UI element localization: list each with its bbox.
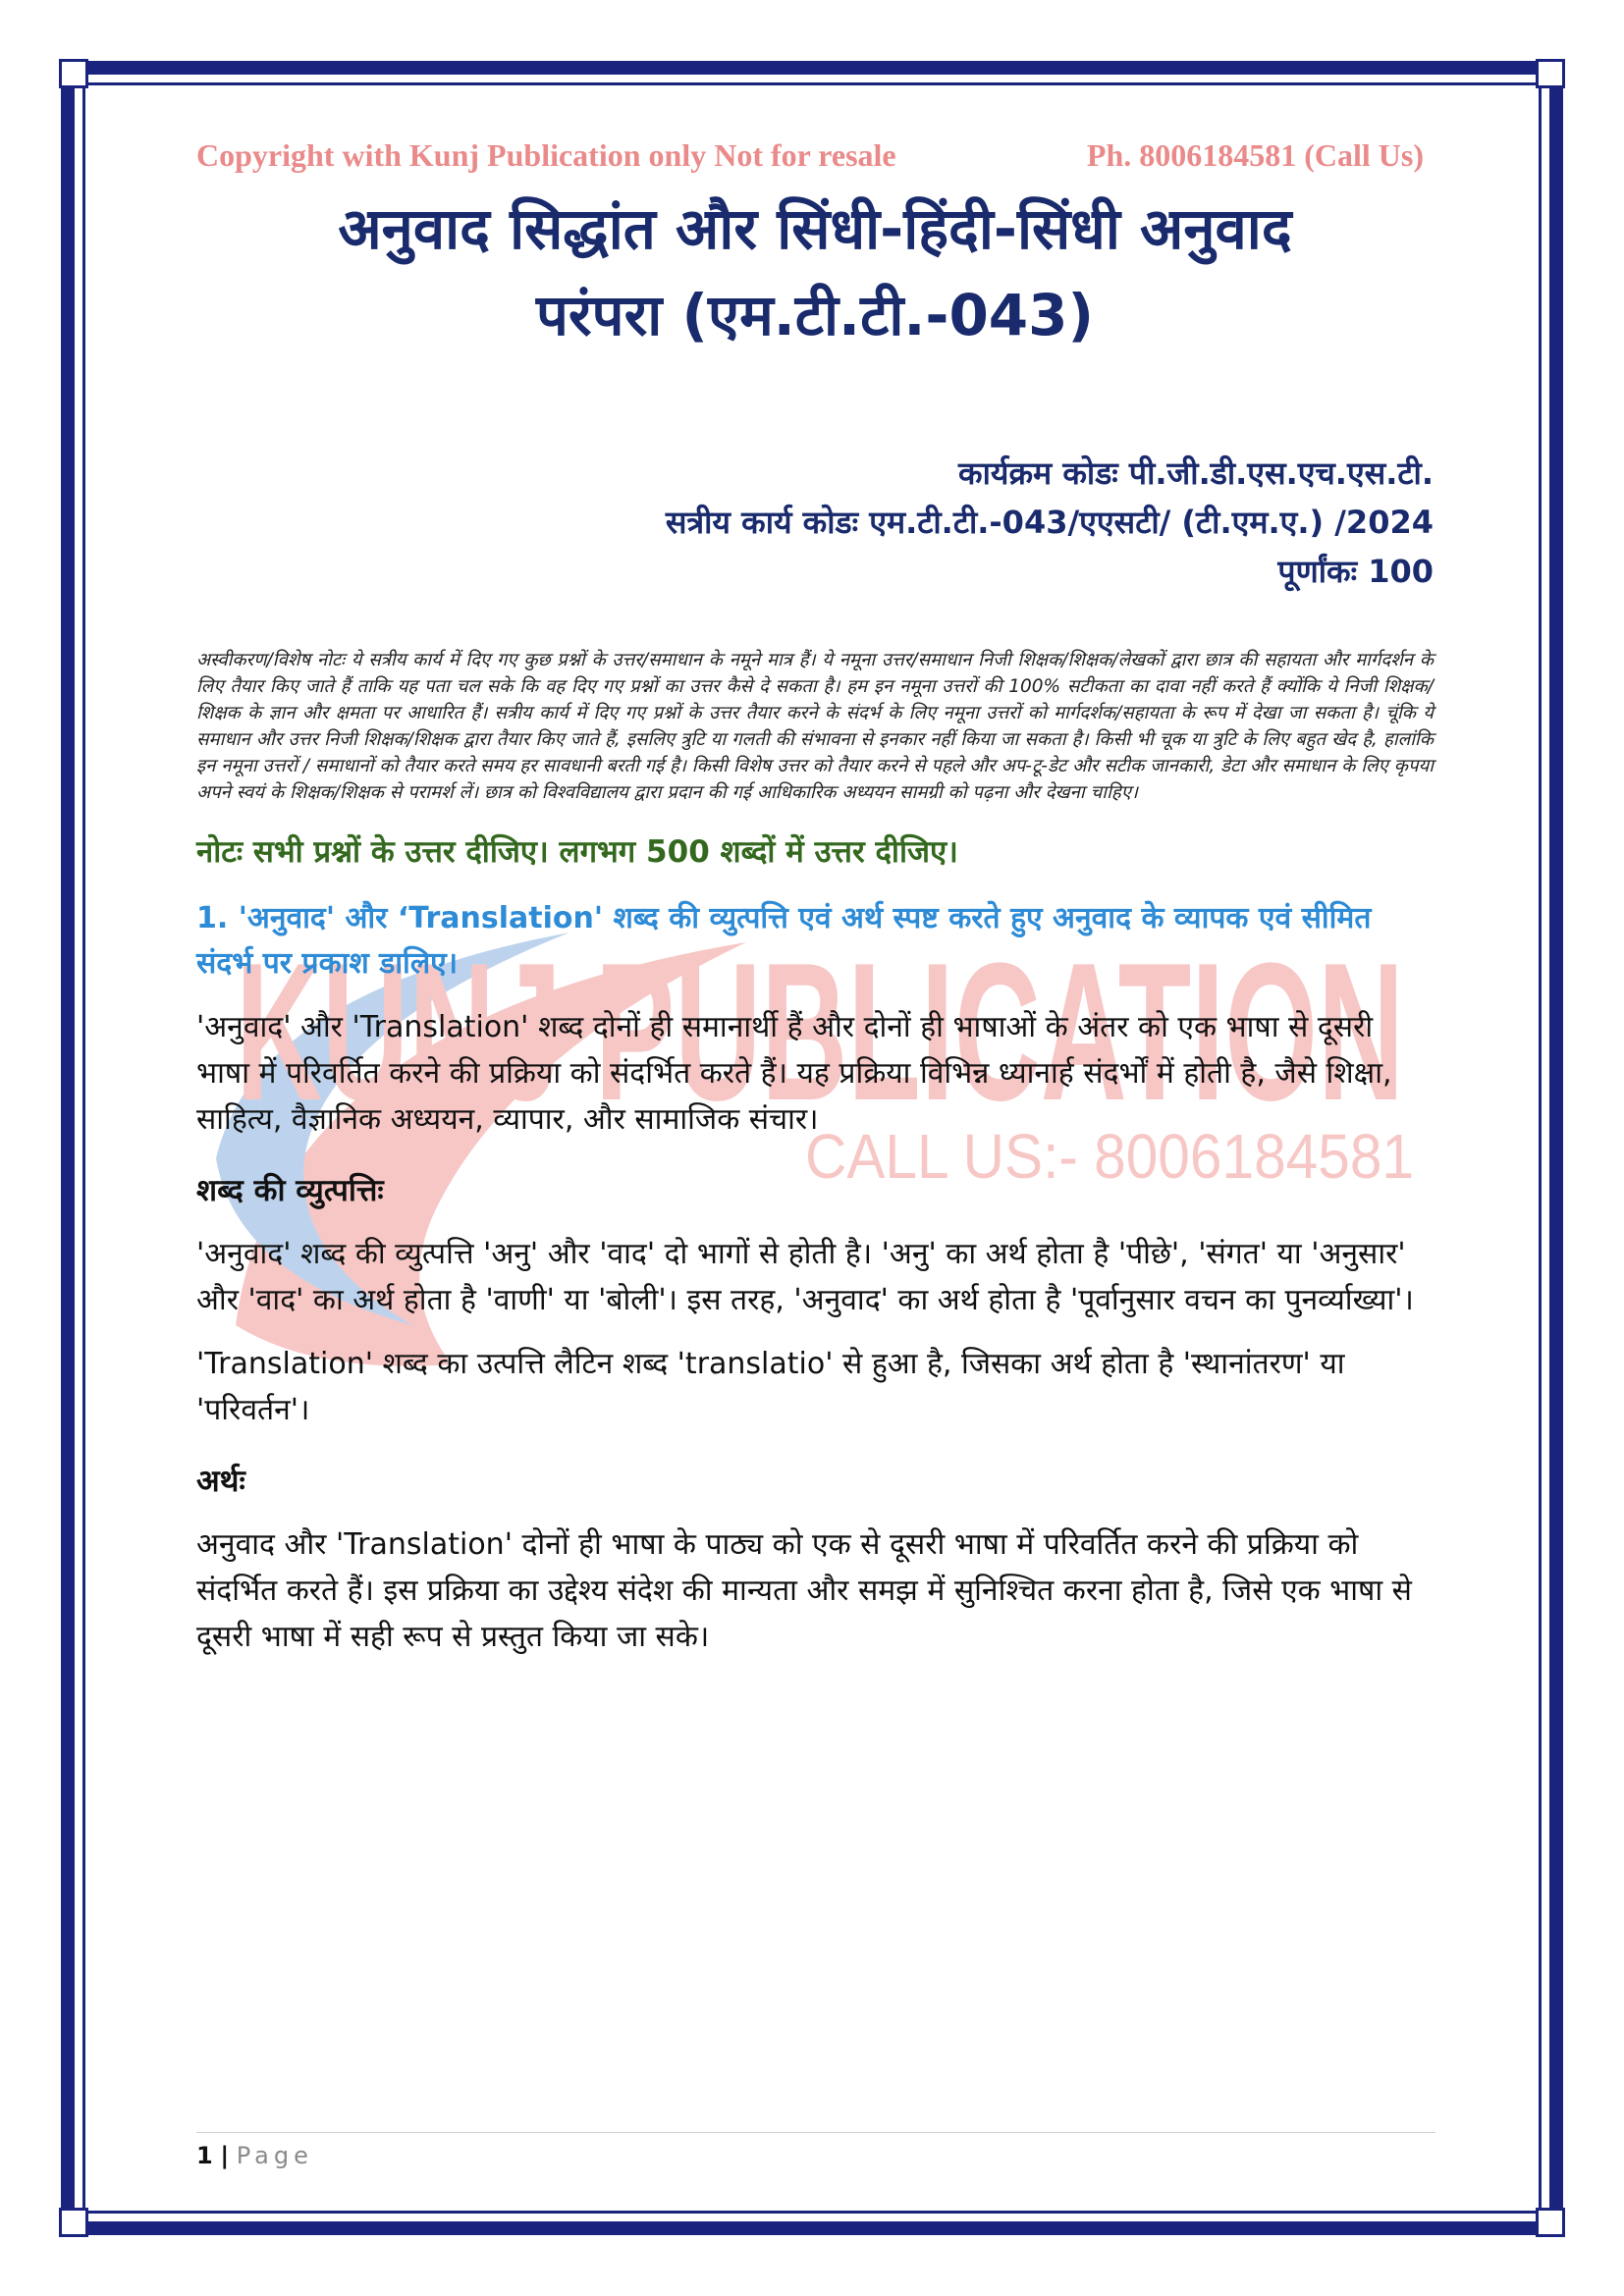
copyright-text: Copyright with Kunj Publication only Not for resale <box>196 137 896 173</box>
document-title <box>196 186 1434 358</box>
instruction-note: नोटः सभी प्रश्नों के उत्तर दीजिए। लगभग 500 शब्दों में उत्तर दीजिए। <box>196 834 958 870</box>
border-corner <box>59 59 88 88</box>
program-code: कार्यक्रम कोडः पी.जी.डी.एस.एच.एस.टी. <box>958 454 1434 492</box>
copyright-header <box>196 137 1424 174</box>
page-footer <box>196 2142 313 2169</box>
disclaimer-text: अस्वीकरण/विशेष नोटः ये सत्रीय कार्य में दिए गए कुछ प्रश्नों के उत्तर/समाधान के नमूने मात्र हैं। ये नमूना उत्तर/समाधान निजी शिक्षक/शिक्षक/लेखकों द्वारा छात्र की सहायता और मार्गदर्शन के लिए तैयार किए जाते हैं ताकि यह पता चल सके कि वह दिए गए प्रश्नों का उत्तर कैसे दे सकता है। हम इन नमूना उत्तरों की 100% सटीकता का दावा नहीं करते हैं क्योंकि ये निजी शिक्षक/शिक्षक के ज्ञान और क्षमता पर आधारित हैं। सत्रीय कार्य में दिए गए प्रश्नों के उत्तर तैयार करने के संदर्भ के लिए नमूना उत्तरों को मार्गदर्शक/सहायता के रूप में देखा जा सकता है। चूंकि ये समाधान और उत्तर निजी शिक्षक/शिक्षक द्वारा तैयार किए जाते हैं, इसलिए त्रुटि या गलती की संभावना से इनकार नहीं किया जा सकता है। किसी भी चूक या त्रुटि के लिए बहुत खेद है, हालांकि इन नमूना उत्तरों / समाधानों को तैयार करते समय हर सावधानी बरती गई है। किसी विशेष उत्तर को तैयार करने से पहले और अप-टू-डेट और सटीक जानकारी, डेटा और समाधान के लिए कृपया अपने स्वयं के शिक्षक/शिक्षक से परामर्श लें। छात्र को विश्वविद्यालय द्वारा प्रदान की गई आधिकारिक अध्ययन सामग्री को पढ़ना और देखना चाहिए। <box>196 650 1434 803</box>
watermark-call-text: CALL US:- 8006184581 <box>805 1121 1414 1192</box>
max-marks: पूर्णांकः 100 <box>1277 553 1434 590</box>
title-line-2: परंपरा (एम.टी.टी.-043) <box>535 282 1095 348</box>
page-number: 1 <box>196 2142 213 2169</box>
section-heading: अर्थः <box>196 1464 245 1499</box>
answer-paragraph: 'अनुवाद' और 'Translation' शब्द दोनों ही समानार्थी हैं और दोनों ही भाषाओं के अंतर को एक भाषा से दूसरी भाषा में परिवर्तित करने की प्रक्रिया को संदर्भित करते हैं। यह प्रक्रिया विभिन्न ध्यानार्ह संदर्भों में होती है, जैसे शिक्षा, साहित्य, वैज्ञानिक अध्ययन, व्यापार, और सामाजिक संचार। <box>196 1010 1392 1137</box>
answer-paragraph: अनुवाद और 'Translation' दोनों ही भाषा के पाठ्य को एक से दूसरी भाषा में परिवर्तित करने की प्रक्रिया को संदर्भित करते हैं। इस प्रक्रिया का उद्देश्य संदेश की मान्यता और समझ में सुनिश्चित करना होता है, जिसे एक भाषा से दूसरी भाषा में सही रूप से प्रस्तुत किया जा सके। <box>196 1527 1412 1654</box>
footer-separator: | <box>220 2142 230 2169</box>
course-codes <box>196 449 1434 596</box>
assignment-code: सत्रीय कार्य कोडः एम.टी.टी.-043/एएसटी/ (टी.एम.ए.) /2024 <box>665 504 1434 541</box>
footer-divider <box>196 2132 1435 2133</box>
border-corner <box>1536 2208 1565 2237</box>
answer-paragraph: 'Translation' शब्द का उत्पत्ति लैटिन शब्द 'translatio' से हुआ है, जिसका अर्थ होता है 'स्थानांतरण' या 'परिवर्तन'। <box>196 1347 1345 1427</box>
title-line-1: अनुवाद सिद्धांत और सिंधी-हिंदी-सिंधी अनुवाद <box>338 195 1292 262</box>
border-corner <box>1536 59 1565 88</box>
page-label: Page <box>236 2142 313 2169</box>
watermark-brand-text: KUNJ PUBLICATION <box>236 923 1404 1142</box>
page-content <box>196 128 1434 1660</box>
question-1: 1. 'अनुवाद' और ‘Translation' शब्द की व्युत्पत्ति एवं अर्थ स्पष्ट करते हुए अनुवाद के व्यापक एवं सीमित संदर्भ पर प्रकाश डालिए। <box>196 901 1372 981</box>
border-corner <box>59 2208 88 2237</box>
answer-paragraph: 'अनुवाद' शब्द की व्युत्पत्ति 'अनु' और 'वाद' दो भागों से होती है। 'अनु' का अर्थ होता है 'पीछे', 'संगत' या 'अनुसार' और 'वाद' का अर्थ होता है 'वाणी' या 'बोली'। इस तरह, 'अनुवाद' का अर्थ होता है 'पूर्वानुसार वचन का पुनर्व्याख्या'। <box>196 1237 1414 1317</box>
section-heading: शब्द की व्युत्पत्तिः <box>196 1173 384 1208</box>
phone-text: Ph. 8006184581 (Call Us) <box>1086 137 1424 173</box>
